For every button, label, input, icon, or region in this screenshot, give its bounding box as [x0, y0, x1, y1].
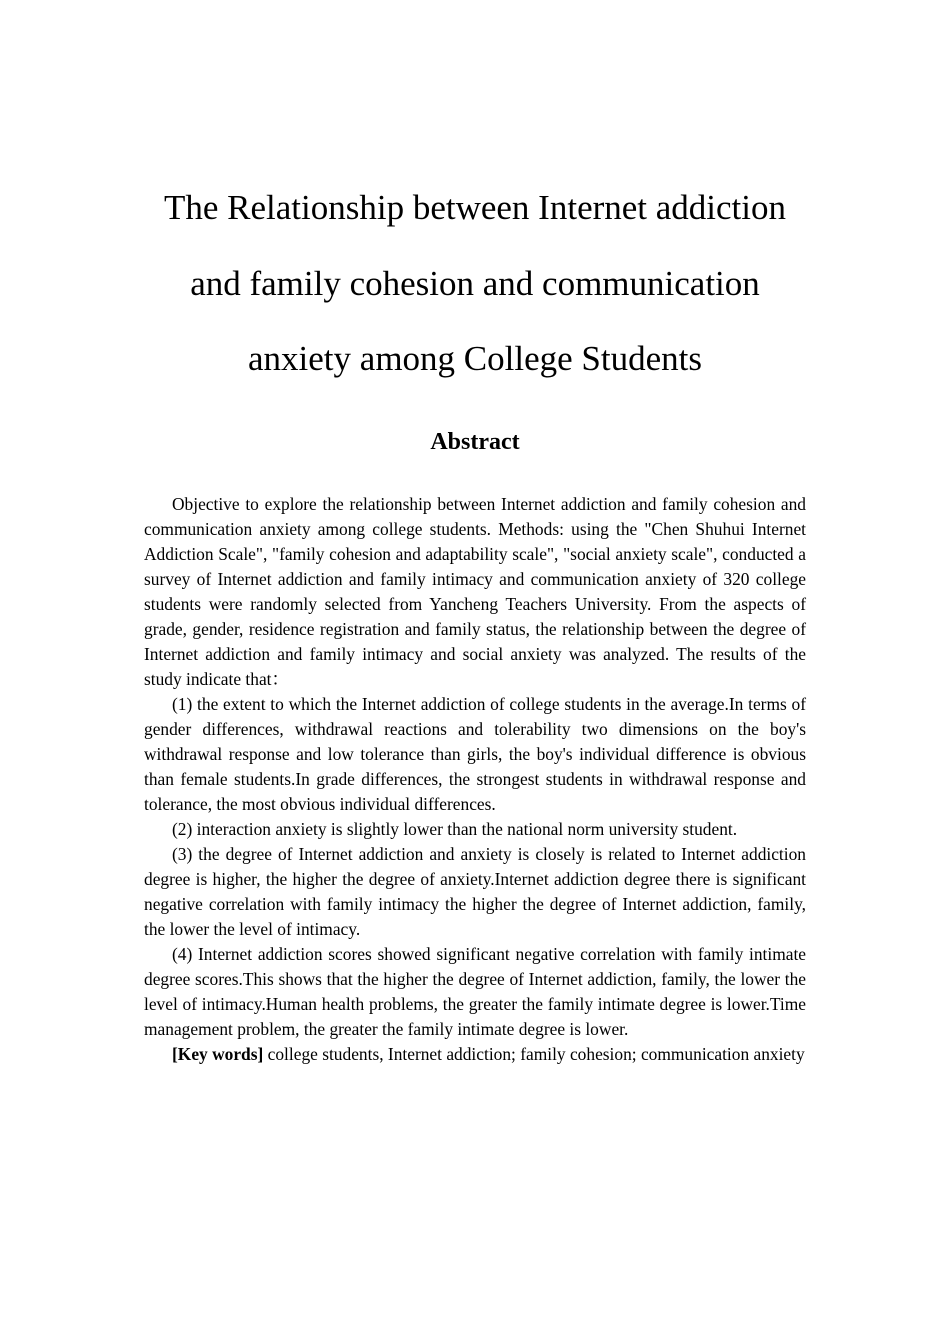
abstract-heading: Abstract: [430, 429, 520, 455]
title-line-2: and family cohesion and communication: [190, 263, 760, 303]
title-line-1: The Relationship between Internet addiction: [163, 188, 787, 227]
title-line-3: anxiety among College Students: [248, 339, 702, 378]
abstract-paragraph-objective: Objective to explore the relationship between Internet addiction and family cohesion and communication anxiety among college students. Methods: using the "Chen Shuhui Internet Addiction Scale", "family cohesion and adaptability scale", "social anxiety scale", conducted a survey of Internet addiction and family intimacy and communication anxiety of 320 college students were randomly selected from Yancheng Teachers University. From the aspects of grade, gender, residence registration and family status, the relationship between the degree of Internet addiction and family intimacy and social anxiety was analyzed. The results of the study indicate that：: [144, 494, 806, 689]
keywords-text: college students, Internet addiction; family cohesion; communication anxiety: [263, 1044, 805, 1064]
abstract-paragraph-result-4: (4) Internet addiction scores showed significant negative correlation with family intimate degree scores.This shows that the higher the degree of Internet addiction, family, the lower the level of intimacy.Human health problems, the greater the family intimate degree is lower.Time management problem, the greater the family intimate degree is lower.: [144, 944, 806, 1039]
abstract-body: [144, 492, 806, 1067]
keywords-paragraph: [144, 1042, 806, 1067]
paper-title: [100, 170, 850, 397]
keywords-label: [Key words]: [172, 1044, 264, 1064]
abstract-paragraph-result-1: (1) the extent to which the Internet addiction of college students in the average.In terms of gender differences, withdrawal reactions and tolerability two dimensions on the boy's withdrawal response and low tolerance than girls, the boy's individual difference is obvious than female students.In grade differences, the strongest students in withdrawal response and tolerance, the most obvious individual differences.: [144, 694, 806, 814]
abstract-paragraph-result-3: (3) the degree of Internet addiction and anxiety is closely is related to Internet addiction degree is higher, the higher the degree of anxiety.Internet addiction degree there is significant negative correlation with family intimacy the higher the degree of Internet addiction, family, the lower the level of intimacy.: [144, 844, 806, 939]
abstract-paragraph-result-2: (2) interaction anxiety is slightly lower than the national norm university student.: [172, 819, 738, 839]
